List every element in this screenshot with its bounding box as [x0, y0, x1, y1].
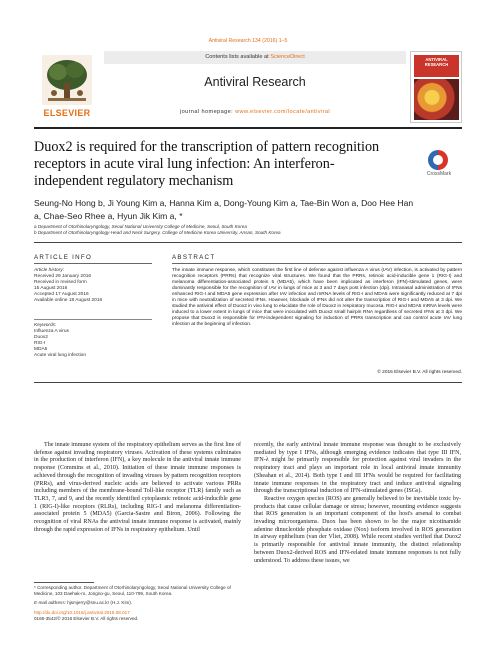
body-column-right — [254, 442, 461, 565]
doi-link[interactable]: http://dx.doi.org/10.1016/j.antiviral.2016.08.017 — [34, 610, 130, 615]
history-item: Accepted 17 August 2016 — [34, 292, 89, 298]
crossmark-badge[interactable] — [416, 150, 462, 180]
keyword-item: MDA5 — [34, 347, 48, 353]
crossmark-icon — [428, 150, 448, 170]
article-info-underline — [34, 263, 152, 264]
journal-homepage — [104, 109, 406, 115]
footnote — [34, 585, 241, 622]
email-address[interactable]: hjsmjerry@snu.ac.kr (H.J. Kim). — [67, 600, 133, 605]
abstract-divider — [34, 382, 462, 383]
email-label: E-mail address: — [34, 600, 68, 605]
crossmark-icon-center — [433, 155, 443, 165]
abstract-underline — [172, 263, 462, 264]
journal-cover-thumbnail[interactable] — [410, 51, 462, 123]
cover-title: ANTIVIRAL RESEARCH — [424, 57, 449, 67]
keyword-item: Influenza A virus — [34, 329, 69, 335]
elsevier-wordmark: ELSEVIER — [43, 108, 91, 118]
corresponding-author-note: * Corresponding author. Department of Otorhinolaryngology, Seoul National University College of Medicine, 103 Daehak-ro, Jongno-gu, Seoul, 110-799, South Korea. — [34, 585, 231, 596]
keywords — [34, 323, 152, 360]
keyword-item: RIG-I — [34, 341, 46, 347]
journal-masthead — [34, 51, 462, 123]
history-item: 15 August 2016 — [34, 286, 68, 292]
journal-header-center — [104, 51, 406, 123]
footnote-divider — [34, 582, 94, 583]
article-history — [34, 268, 152, 305]
email-line — [34, 600, 241, 606]
article-info-heading: ARTICLE INFO — [34, 254, 93, 261]
keywords-divider — [34, 319, 152, 320]
contents-bar — [104, 51, 406, 64]
elsevier-tree-icon — [42, 55, 92, 105]
affiliation-b: b Department of Otorhinolaryngology-Head and Neck Surgery, College of Medicine Korea University, Ansan, South Korea — [34, 230, 281, 236]
history-item: Received in revised form — [34, 280, 87, 286]
journal-name: Antiviral Research — [204, 75, 306, 89]
body-paragraph: recently, the early antiviral innate immune response was thought to be exclusively mediated by type I IFNs, although emerging evidence indicates that type III IFN, IFN-λ might be primarily responsible for protection against viral invaders in the respiratory tract and plays an important role in local antiviral innate immunity (Sheahan et al., 2014). Both type I and III IFNs would be required for facilitating innate immune responses in the respiratory tract and induce antiviral signaling through the transcriptional induction of IFN-stimulated genes (ISGs). — [254, 442, 461, 495]
history-item: Available online 18 August 2016 — [34, 298, 103, 304]
crossmark-label: CrossMark — [426, 171, 452, 177]
affiliation-divider — [34, 242, 462, 243]
abstract-copyright: © 2016 Elsevier B.V. All rights reserved. — [377, 370, 462, 375]
sciencedirect-link[interactable]: ScienceDirect — [270, 54, 305, 60]
journal-citation[interactable]: Antiviral Research 134 (2016) 1–5 — [208, 38, 288, 44]
homepage-link[interactable]: www.elsevier.com/locate/antiviral — [235, 109, 331, 115]
abstract-heading: ABSTRACT — [172, 254, 216, 261]
elsevier-logo[interactable] — [34, 51, 100, 123]
keyword-item: Acute viral lung infection — [34, 353, 86, 359]
body-paragraph: The innate immune system of the respiratory epithelium serves as the first line of defense against invading respiratory viruses. Activation of these systems culminates in the production of interferon (IFN), a key molecule in the antiviral innate immune response (Commins et al., 2010). Initiation of these innate immune responses is achieved through the recognition of invading viruses by pattern recognition receptors (PRRs), and virus-derived nucleic acids are believed to activate various PRRs including members of the membrane-bound Toll-like receptor (TLR) family such as TLR3, 7, and 9, and the recently identified cytoplasmic retinoic acid-inducible gene 1 (RIG-I)-like receptors (RLRs), including RIG-I and melanoma differentiation-associated protein 5 (MDA5) (Garcia-Sastre and Biron, 2006). Following the recognition of viral RNAs the antiviral innate immune response is activated, mainly through the rapid expression of IFNs in respiratory epithelium. Until — [34, 442, 241, 533]
cover-image — [414, 79, 459, 120]
author-list: Seung-No Hong b, Ji Young Kim a, Hanna Kim a, Dong-Young Kim a, Tae-Bin Won a, Doo Hee Han a, Chae-Seo Rhee a, Hyun Jik Kim a, * — [34, 198, 414, 221]
contents-prefix: Contents lists available at — [205, 54, 271, 60]
history-item: Received 29 January 2016 — [34, 274, 92, 280]
affiliation-a: a Department of Otorhinolaryngology, Seoul National University College of Medicine, Seoul, South Korea — [34, 224, 247, 229]
keywords-heading: Keywords: — [34, 323, 57, 328]
keyword-item: Duox2 — [34, 335, 48, 341]
abstract-text: The innate immune response, which constitutes the first line of defense against influenza A virus (IAV) infection, is activated by pattern recognition receptors (PRRs) that recognize viral structures. We found that the PRRs, retinoic acid-inducible gene 1 (RIG-I) and melanoma differentiation-associated protein 5 (MDA5), which have been implicated as interferon (IFN)-stimulated genes, were dominantly responsible for the recognition of IAV in lungs of mice at 3 and 7 days post infection (dpi). Intranasal administration of IFNs enhanced RIG-I and MDA5 gene expression after IAV infection and mRNA levels of RIG-I and MDA5 were significantly reduced at 7 dpi in mice with neutralization of secreted IFNs. However, blockade of IFNs did not alter the transcription of RIG-I and MDA5 at 3 dpi. We studied the antiviral effect of Duox2 in vivo lung to elucidate the role of Duox2 in respiratory mucosa. RIG-I and MDA5 mRNA levels were induced to a lower extent in lungs of mice that were inoculated with Duox2 small hairpin RNA regardless of secreted IFNs at 3 dpi. We propose that Duox2 is responsible for IFN-independent signaling for induction of PRRs transcription and can control acute IAV lung infection at the beginning of infection. — [172, 268, 462, 328]
issn-line: 0166-3542/© 2016 Elsevier B.V. All rights reserved. — [34, 616, 139, 621]
body-column-left — [34, 442, 241, 534]
history-heading: Article history: — [34, 268, 65, 273]
affiliations — [34, 224, 464, 236]
article-title: Duox2 is required for the transcription of pattern recognition receptors in acute viral lung infection: An interferon-independent regulatory mechanism — [34, 139, 380, 189]
header-divider — [34, 127, 462, 129]
body-paragraph: Reactive oxygen species (ROS) are generally believed to be inevitable toxic by-products that cause cellular damage or stress; however, mounting evidence suggests that ROS generation is an important component of the host's arsenal to combat invading microorganisms. Duox has been shown to be the major nicotinamide adenine dinucleotide phosphate oxidase (Nox) isoform involved in ROS generation in airway epithelium (van der Vliet, 2008). While recent studies verified that Duox2 is primarily responsible for antiviral innate immunity, the distinct relationship between Duox2-derived ROS and IFN-related innate immune responses is not fully understood. To address these issues, we — [254, 495, 461, 564]
homepage-prefix: journal homepage: — [179, 109, 236, 115]
